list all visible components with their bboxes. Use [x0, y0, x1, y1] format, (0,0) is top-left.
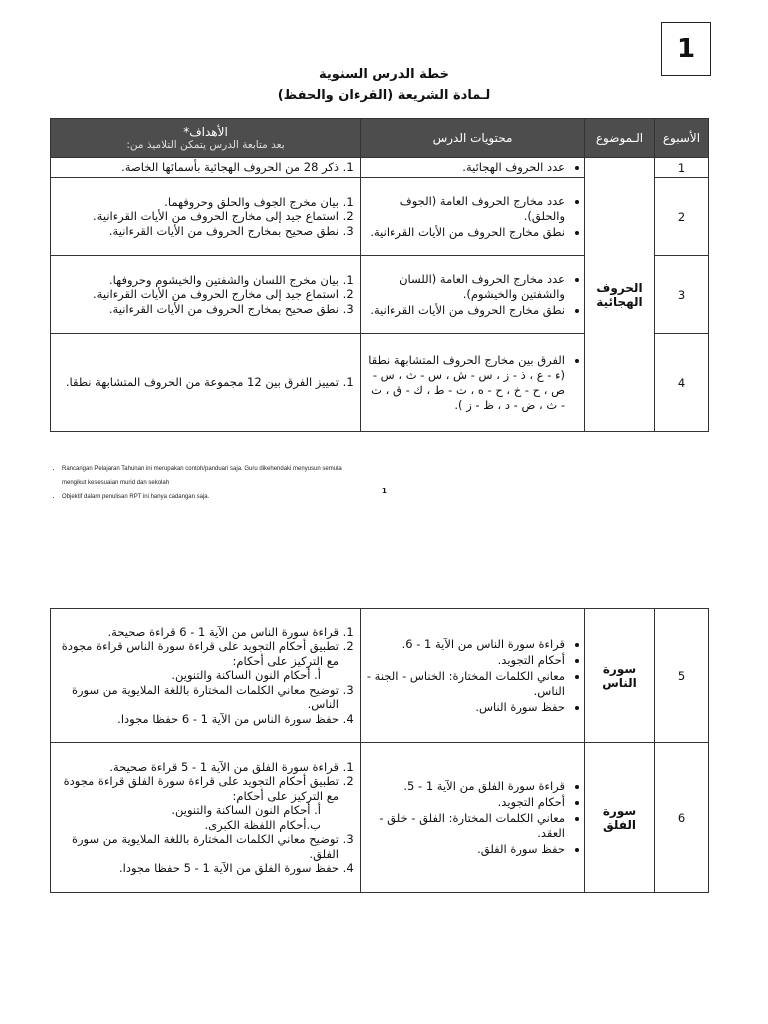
objective-item: 1. ذكر 28 من الحروف الهجائية بأسمائها الخاصة. [56, 160, 339, 175]
content-item: • نطق مخارج الحروف من الأيات القرءانية. [366, 303, 565, 318]
footnote: • Rancangan Pelajaran Tahunan ini merupakan contoh/panduan saja. Guru dikehendaki menyusun semula mengikut kesesuaian murid dan sekolah [62, 462, 350, 490]
content-cell [361, 178, 585, 256]
header-objectives-title: الأهداف* [183, 125, 228, 139]
content-item: • عدد الحروف الهجائية. [366, 160, 565, 175]
week-cell: 6 [655, 743, 709, 893]
objectives-cell [51, 609, 361, 743]
topic-cell: سورة الفلق [585, 743, 655, 893]
objective-item: 3. توضيح معاني الكلمات المختارة باللغة الملايوية من سورة الناس. [56, 683, 339, 712]
content-item: • أحكام التجويد. [366, 653, 565, 668]
plan-table-2 [50, 608, 709, 893]
objective-item: 4. حفظ سورة الفلق من الآية 1 - 5 حفظا مجودا. [56, 861, 339, 876]
table-header-row [51, 119, 709, 158]
content-cell [361, 609, 585, 743]
table-row [51, 609, 709, 743]
week-cell: 3 [655, 256, 709, 334]
objective-item: 1. تمييز الفرق بين 12 مجموعة من الحروف المتشابهة نطقا. [56, 375, 339, 390]
table-row [51, 158, 709, 178]
page-title: خطة الدرس السنوية [318, 67, 450, 82]
page-subtitle: لـمادة الشريعة (القرءان والحفظ) [277, 88, 491, 103]
objective-sub-item: ب.أحكام اللفظة الكبرى. [204, 817, 321, 832]
objective-item [56, 774, 339, 832]
content-item: • معاني الكلمات المختارة: الخناس - الجنة - الناس. [366, 669, 565, 699]
content-cell [361, 743, 585, 893]
objective-item: 3. توضيح معاني الكلمات المختارة باللغة الملايوية من سورة الفلق. [56, 832, 339, 861]
week-cell: 4 [655, 334, 709, 432]
footer-page-number: 1 [382, 487, 387, 495]
header-week: الأسبوع [655, 119, 709, 158]
topic-cell: سورة الناس [585, 609, 655, 743]
content-item: • أحكام التجويد. [366, 795, 565, 810]
content-item: • قراءة سورة الفلق من الآية 1 - 5. [366, 779, 565, 794]
page-number: 1 [676, 34, 696, 64]
content-cell [361, 334, 585, 432]
header-objectives [51, 119, 361, 158]
objective-sub-item: أ. أحكام النون الساكنة والتنوين. [171, 803, 321, 817]
header-objectives-subtitle: بعد متابعة الدرس يتمكن التلاميذ من: [126, 139, 285, 151]
objective-item: 2. استماع جيد إلى مخارج الحروف من الأيات القرءانية. [56, 287, 339, 302]
objective-item: 1. قراءة سورة الفلق من الآية 1 - 5 قراءة صحيحة. [56, 760, 339, 775]
objective-sub-item: أ. أحكام النون الساكنة والتنوين. [171, 668, 321, 683]
header-content: محتويات الدرس [361, 119, 585, 158]
table-row [51, 743, 709, 893]
topic-cell: الحروف الهجائية [585, 158, 655, 432]
objective-item: 3. نطق صحيح بمخارج الحروف من الأيات القرءانية. [56, 224, 339, 239]
content-item: • قراءة سورة الناس من الآية 1 - 6. [366, 637, 565, 652]
content-item: • معاني الكلمات المختارة: الفلق - خلق - العقد. [366, 811, 565, 841]
objectives-cell [51, 178, 361, 256]
footnotes [50, 462, 350, 504]
objective-text: تطبيق أحكام التجويد على قراءة سورة الفلق قراءة مجودة مع التركيز على أحكام: [63, 774, 339, 803]
objective-item: 1. بيان مخرج الجوف والحلق وحروفهما. [56, 195, 339, 210]
week-cell: 5 [655, 609, 709, 743]
objective-text: تطبيق أحكام التجويد على قراءة سورة الناس قراءة مجودة مع التركيز على أحكام: [61, 639, 339, 668]
content-item: • نطق مخارج الحروف من الأيات القرءانية. [366, 225, 565, 240]
content-item: • حفظ سورة الفلق. [366, 842, 565, 857]
content-item: • عدد مخارج الحروف العامة (اللسان والشفتين والخيشوم). [366, 272, 565, 302]
objective-item: 4. حفظ سورة الناس من الآية 1 - 6 حفظا مجودا. [56, 712, 339, 727]
content-item: • الفرق بين مخارج الحروف المتشابهة نطقا (ء - ع ، ذ - ز ، س - ش ، س - ث ، س - ص ، ح - خ ، ح - ه ، ت - ط ، ك - ق ، ت - ث ، ض - د ، ظ - ز ). [366, 353, 565, 413]
footnote: • Objektif dalam penulisan RPT ini hanya cadangan saja. [62, 490, 350, 504]
objective-item: 1. قراءة سورة الناس من الآية 1 - 6 قراءة صحيحة. [56, 625, 339, 640]
objectives-cell [51, 256, 361, 334]
objectives-cell [51, 158, 361, 178]
objective-item [56, 639, 339, 683]
week-cell: 2 [655, 178, 709, 256]
header-topic: الـموضوع [585, 119, 655, 158]
content-item: • عدد مخارج الحروف العامة (الجوف والحلق). [366, 194, 565, 224]
objective-item: 3. نطق صحيح بمخارج الحروف من الأيات القرءانية. [56, 302, 339, 317]
content-cell [361, 158, 585, 178]
plan-table-1 [50, 118, 709, 432]
objectives-cell [51, 334, 361, 432]
content-cell [361, 256, 585, 334]
objective-item: 1. بيان مخرج اللسان والشفتين والخيشوم وحروفها. [56, 273, 339, 288]
objectives-cell [51, 743, 361, 893]
week-cell: 1 [655, 158, 709, 178]
objective-item: 2. استماع جيد إلى مخارج الحروف من الأيات القرءانية. [56, 209, 339, 224]
content-item: • حفظ سورة الناس. [366, 700, 565, 715]
